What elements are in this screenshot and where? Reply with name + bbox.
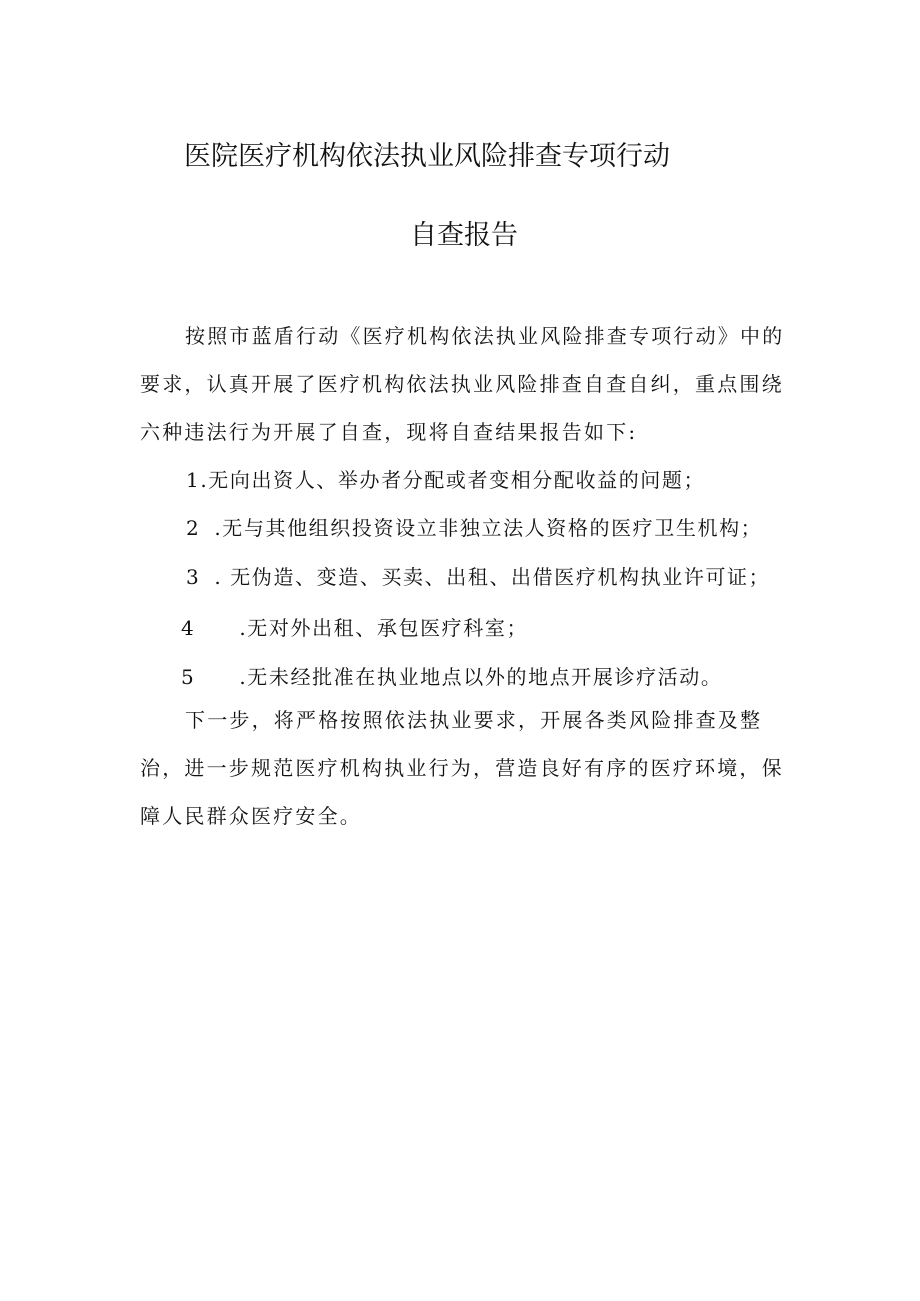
list-item-text: .无对外出租、承包医疗科室； [239, 616, 529, 640]
intro-paragraph: 按照市蓝盾行动《医疗机构依法执业风险排查专项行动》中的要求，认真开展了医疗机构依法执业风险排查自查自纠，重点围绕六种违法行为开展了自查，现将自查结果报告如下: [140, 324, 785, 444]
list-item-text: . 无伪造、变造、买卖、出租、出借医疗机构执业许可证； [214, 565, 771, 589]
list-item-number: 2 [186, 516, 201, 540]
list-item [181, 661, 723, 690]
list-item [186, 464, 705, 493]
list-item-number: 3 [186, 565, 201, 589]
list-item-number: 1. [186, 468, 209, 492]
list-item-number: 4 [181, 616, 196, 640]
list-item-number: 5 [181, 665, 196, 689]
list-item [186, 512, 762, 541]
list-item-text: .无与其他组织投资设立非独立法人资格的医疗卫生机构； [214, 516, 763, 540]
list-item-text: 无向出资人、举办者分配或者变相分配收益的问题； [208, 468, 706, 492]
list-item [186, 561, 770, 590]
list-item-text: .无未经批准在执业地点以外的地点开展诊疗活动。 [239, 665, 723, 689]
list-item [181, 612, 528, 641]
conclusion-paragraph: 下一步，将严格按照依法执业要求，开展各类风险排查及整治，进一步规范医疗机构执业行为，营造良好有序的医疗环境，保障人民群众医疗安全。 [140, 708, 784, 828]
document-title: 医院医疗机构依法执业风险排查专项行动 [184, 141, 670, 172]
document-subtitle: 自查报告 [410, 220, 518, 251]
